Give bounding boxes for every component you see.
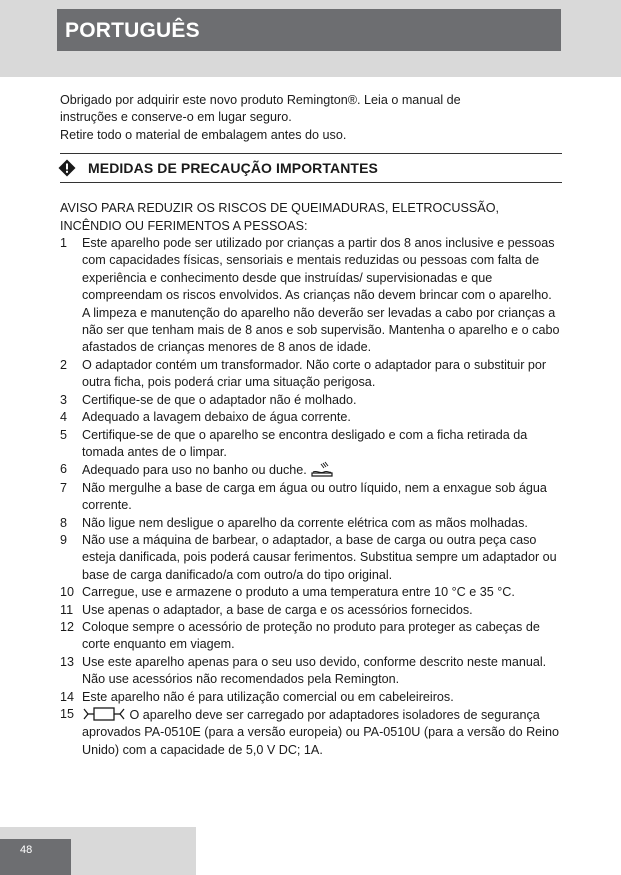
item-text-body: Coloque sempre o acessório de proteção no produto para proteger as cabeças de corte enquanto em viagem. [82,619,540,652]
item-text [82,392,562,409]
item-number: 11 [60,602,74,617]
item-text-body: Não ligue nem desligue o aparelho da corrente elétrica com as mãos molhadas. [82,515,528,530]
intro-line-2: instruções e conserve-o em lugar seguro. [60,110,292,125]
precaution-item [60,602,562,619]
item-number: 7 [60,480,68,495]
item-text-body: Use apenas o adaptador, a base de carga e os acessórios fornecidos. [82,602,473,617]
precautions-list [60,235,562,759]
item-text [82,515,562,532]
item-text [82,619,562,654]
item-text-body: Certifique-se de que o aparelho se encontra desligado e com a ficha retirada da tomada antes de o limpar. [82,427,528,459]
item-text [82,480,562,515]
precaution-item [60,689,562,706]
item-number: 1 [60,236,68,251]
precaution-item [60,706,562,759]
precaution-item [60,619,562,654]
safety-adapter-icon [82,706,126,722]
item-number: 10 [60,585,75,600]
item-number: 4 [60,410,68,425]
manual-content [60,92,562,759]
precaution-item [60,480,562,515]
item-number: 13 [60,654,75,669]
item-number: 3 [60,392,68,407]
precaution-item [60,392,562,409]
item-text [82,427,562,462]
precaution-item [60,235,562,357]
item-text [82,461,562,479]
item-text [82,602,562,619]
item-text-body: Use este aparelho apenas para o seu uso devido, conforme descrito neste manual. Não use acessórios não recomendados pela Remington. [82,654,547,687]
item-number: 6 [60,462,68,477]
item-text [82,409,562,426]
language-title: PORTUGUÊS [57,9,561,51]
precaution-item [60,654,562,689]
item-text [82,235,562,357]
precaution-item [60,409,562,426]
intro-line-3: Retire todo o material de embalagem antes do uso. [60,127,347,142]
item-number: 8 [60,515,68,530]
item-number: 15 [60,707,75,721]
shower-bath-icon [310,461,334,477]
header-band [0,0,621,77]
item-text-body: Não mergulhe a base de carga em água ou outro líquido, nem a enxague sob água corrente. [82,480,547,513]
item-text-body: Adequado para uso no banho ou duche. [82,463,307,478]
precaution-item [60,357,562,392]
precaution-item [60,584,562,601]
item-text-body: O adaptador contém um transformador. Não corte o adaptador para o substituir por outra ficha, pois poderá criar uma situação perigosa. [82,357,547,390]
item-text-body: Carregue, use e armazene o produto a uma temperatura entre 10 °C e 35 °C. [82,585,515,600]
intro-line-1: Obrigado por adquirir este novo produto Remington®. Leia o manual de [60,93,461,107]
page-number: 48 [0,839,71,875]
precaution-item [60,427,562,462]
precaution-item [60,461,562,479]
item-text [82,689,562,706]
section-header [60,153,562,183]
warning-icon [58,159,76,177]
item-number: 9 [60,532,68,547]
item-text-body: O aparelho deve ser carregado por adaptadores isoladores de segurança aprovados PA-0510E (para a versão europeia) ou PA-0510U (para a versão do Reino Unido) com a capacidade de 5,0 V DC; 1A. [82,708,559,757]
item-text-body: Este aparelho pode ser utilizado por crianças a partir dos 8 anos inclusive e pessoas com capacidades físicas, sensoriais e mentais reduzidas ou pessoas com falta de experiência e conhecimento desde que instruídas/ supervisionadas e que compreendam os riscos envolvidos. As crianças não devem brincar com o aparelho. A limpeza e manutenção do aparelho não deverão ser levadas a cabo por crianças a não ser que tenham mais de 8 anos e sob supervisão. Mantenha o aparelho e o cabo afastados de crianças menores de 8 anos de idade. [82,236,560,355]
item-text [82,654,562,689]
item-text-body: Não use a máquina de barbear, o adaptador, a base de carga ou outra peça caso esteja danificada, pois poderá causar ferimentos. Substitua sempre um adaptador ou base de carga danificado/a com outro/a do tipo original. [82,532,557,582]
item-number: 12 [60,619,75,634]
item-text [82,532,562,584]
section-title: MEDIDAS DE PRECAUÇÃO IMPORTANTES [88,159,378,176]
warning-lead: AVISO PARA REDUZIR OS RISCOS DE QUEIMADURAS, ELETROCUSSÃO, INCÊNDIO OU FERIMENTOS A PESSOAS: [60,201,499,233]
item-number: 5 [60,427,68,442]
intro-text [60,92,562,144]
item-text-body: Adequado a lavagem debaixo de água corrente. [82,410,351,425]
item-text-body: Certifique-se de que o adaptador não é molhado. [82,392,357,407]
item-text [82,706,562,759]
item-text [82,584,562,601]
item-text-body: Este aparelho não é para utilização comercial ou em cabeleireiros. [82,689,454,704]
item-number: 2 [60,357,68,372]
item-number: 14 [60,689,75,704]
item-text [82,357,562,392]
precaution-item [60,532,562,584]
precaution-item [60,515,562,532]
